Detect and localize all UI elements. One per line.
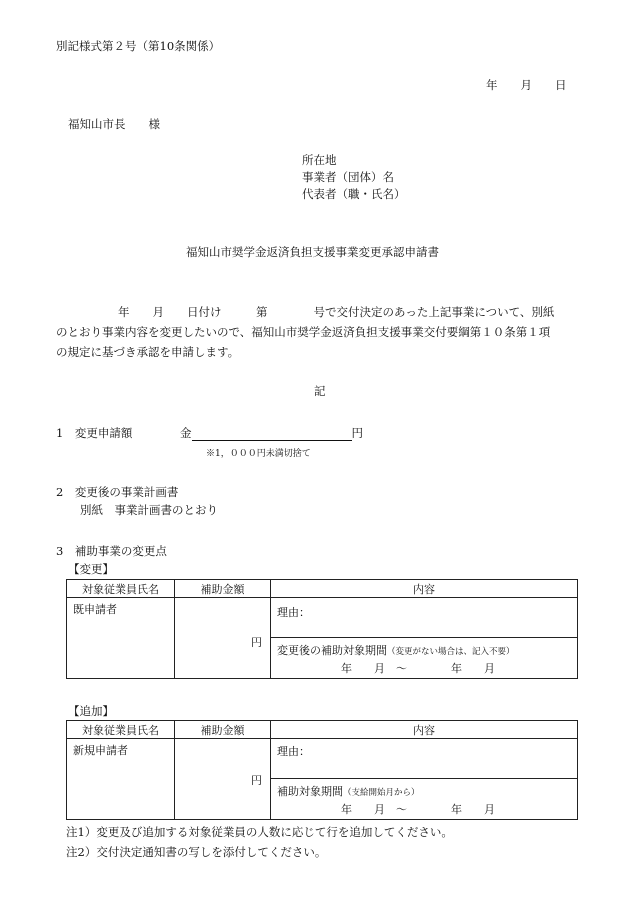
add-table [66, 720, 578, 820]
section3-label: 3 補助事業の変更点 [56, 544, 167, 558]
add-yen: 円 [251, 774, 262, 787]
applicant-representative-label: 代表者（職・氏名） [302, 187, 406, 201]
change-period-line: 年 月 ～ 年 月 [341, 662, 495, 675]
body-line-3: の規定に基づき承認を申請します。 [56, 345, 240, 359]
change-amount-cell[interactable] [175, 598, 270, 678]
note-2: 注2）交付決定通知書の写しを添付してください。 [66, 845, 327, 859]
section2-label: 2 変更後の事業計画書 [56, 485, 179, 499]
change-table [66, 579, 578, 679]
amount-underline [192, 428, 352, 441]
add-period-line: 年 月 ～ 年 月 [341, 803, 495, 816]
add-period-label: 補助対象期間 [277, 785, 343, 798]
applicant-address-label: 所在地 [302, 153, 337, 167]
date-line: 年 月 日 [486, 78, 567, 92]
add-period-heading [277, 783, 420, 799]
applicant-business-label: 事業者（団体）名 [302, 170, 394, 184]
note-1: 注1）変更及び追加する対象従業員の人数に応じて行を追加してください。 [66, 825, 453, 839]
add-period-note: （支給開始月から） [343, 788, 420, 798]
add-reason-label: 理由： [277, 745, 310, 758]
add-name: 新規申請者 [73, 744, 128, 757]
change-name: 既申請者 [73, 603, 117, 616]
yen-label: 円 [351, 426, 363, 440]
amount-field[interactable] [180, 425, 363, 441]
change-header-content: 内容 [271, 580, 578, 598]
change-period-label: 変更後の補助対象期間 [277, 644, 387, 657]
body-line-2: のとおり事業内容を変更したいので、福知山市奨学金返済負担支援事業交付要綱第１０条第１項 [56, 325, 551, 339]
change-period-note: （変更がない場合は、記入不要） [387, 647, 515, 657]
section1-label: 1 変更申請額 [56, 426, 133, 440]
table-add-caption: 【追加】 [68, 704, 114, 718]
document-title: 福知山市奨学金返済負担支援事業変更承認申請書 [186, 245, 439, 259]
add-amount-cell[interactable] [175, 739, 270, 819]
rounding-note: ※1，０００円未満切捨て [206, 449, 311, 459]
ki-heading: 記 [314, 384, 326, 398]
change-reason-cell[interactable] [271, 598, 577, 638]
change-header-amount: 補助金額 [175, 580, 271, 598]
kin-label: 金 [180, 426, 192, 440]
change-header-name: 対象従業員氏名 [67, 580, 175, 598]
addressee: 福知山市長 様 [68, 117, 160, 131]
change-period-heading [277, 642, 515, 658]
change-yen: 円 [251, 636, 262, 649]
add-reason-cell[interactable] [271, 739, 577, 779]
body-line-1: 年 月 日付け 第 号で交付決定のあった上記事業について、別紙 [118, 305, 555, 319]
add-header-name: 対象従業員氏名 [67, 721, 175, 739]
change-reason-label: 理由： [277, 606, 310, 619]
table-change-caption: 【変更】 [68, 562, 114, 576]
add-header-content: 内容 [271, 721, 578, 739]
form-number: 別記様式第２号（第10条関係） [56, 39, 221, 53]
add-header-amount: 補助金額 [175, 721, 271, 739]
section2-detail: 別紙 事業計画書のとおり [80, 503, 218, 517]
